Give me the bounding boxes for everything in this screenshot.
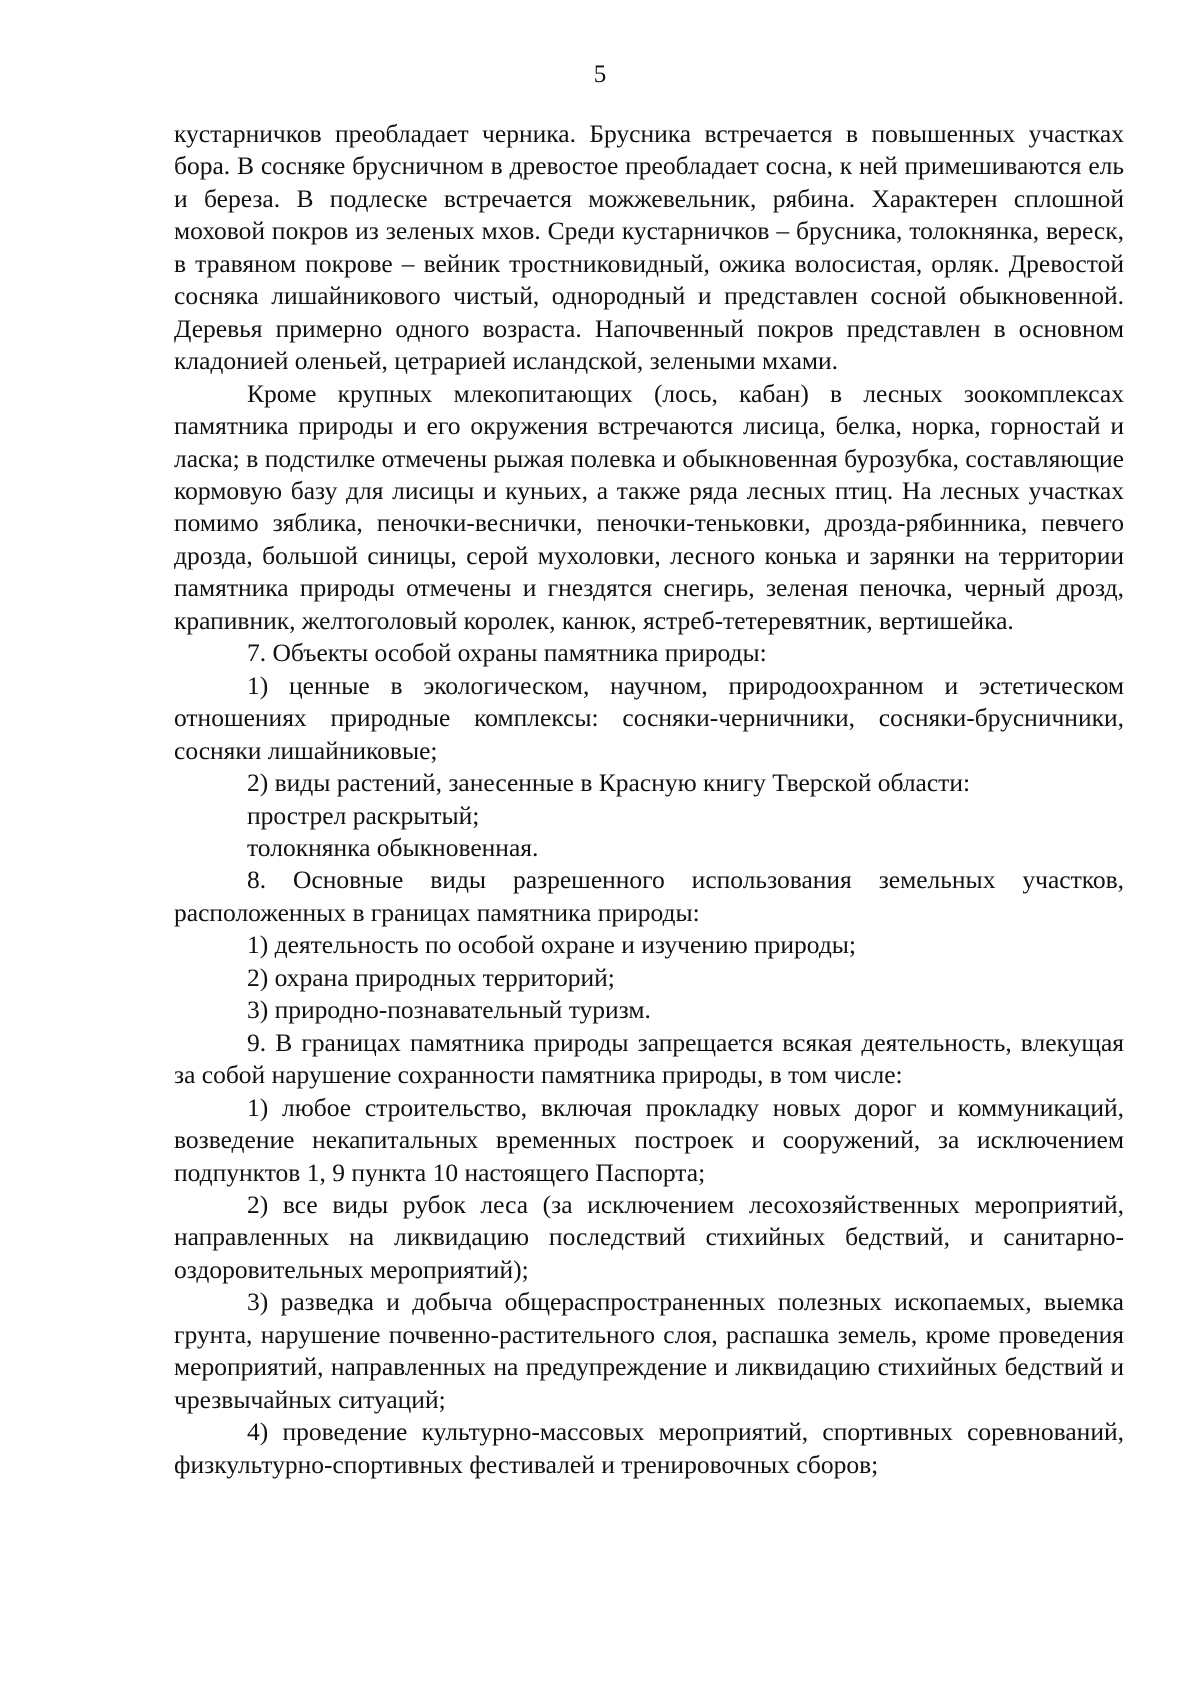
- paragraph-p-9-1: 1) любое строительство, включая прокладку новых дорог и коммуникаций, возведение некапитальных временных построек и сооружений, за исключением подпунктов 1, 9 пункта 10 настоящего Паспорта;: [174, 1092, 1124, 1187]
- paragraph-p-8: 8. Основные виды разрешенного использования земельных участков, расположенных в границах памятника природы:: [174, 865, 1124, 927]
- paragraph-p-8-1: 1) деятельность по особой охране и изучению природы;: [247, 930, 857, 960]
- paragraph-p-9: 9. В границах памятника природы запрещается всякая деятельность, влекущая за собой нарушение сохранности памятника природы, в том числе:: [174, 1027, 1124, 1090]
- paragraph-p-9-3: 3) разведка и добыча общераспространенных полезных ископаемых, выемка грунта, нарушение почвенно-растительного слоя, распашка земель, кроме проведения мероприятий, направленных на предупреждение и ликвидацию стихийных бедствий и чрезвычайных ситуаций;: [174, 1287, 1124, 1414]
- document-body: [174, 118, 1124, 1481]
- paragraph-p-8-2: 2) охрана природных территорий;: [247, 962, 615, 992]
- paragraph-p-7-2: 2) виды растений, занесенные в Красную книгу Тверской области:: [247, 768, 971, 798]
- paragraph-p-7-2a: прострел раскрытый;: [247, 800, 480, 830]
- paragraph-p-fauna: Кроме крупных млекопитающих (лось, кабан) в лесных зоокомплексах памятника природы и его окружения встречаются лисица, белка, норка, горностай и ласка; в подстилке отмечены рыжая полевка и обыкновенная бурозубка, составляющие кормовую базу для лисицы и куньих, а также ряда лесных птиц. На лесных участках помимо зяблика, пеночки-веснички, пеночки-теньковки, дрозда-рябинника, певчего дрозда, большой синицы, серой мухоловки, лесного конька и зарянки на территории памятника природы отмечены и гнездятся снегирь, зеленая пеночка, черный дрозд, крапивник, желтоголовый королек, канюк, ястреб-тетеревятник, вертишейка.: [174, 378, 1124, 635]
- page-number: 5: [593, 61, 607, 88]
- paragraph-p-9-2: 2) все виды рубок леса (за исключением лесохозяйственных мероприятий, направленных на ликвидацию последствий стихийных бедствий, и санитарно-оздоровительных мероприятий);: [174, 1189, 1124, 1284]
- paragraph-p-continued: кустарничков преобладает черника. Брусника встречается в повышенных участках бора. В сосняке брусничном в древостое преобладает сосна, к ней примешиваются ель и береза. В подлеске встречается можжевельник, рябина. Характерен сплошной моховой покров из зеленых мхов. Среди кустарничков – брусника, толокнянка, вереск, в травяном покрове – вейник тростниковидный, ожика волосистая, орляк. Древостой сосняка лишайникового чистый, однородный и представлен сосной обыкновенной. Деревья примерно одного возраста. Напочвенный покров представлен в основном кладонией оленьей, цетрарией исландской, зелеными мхами.: [174, 119, 1124, 376]
- paragraph-p-9-4: 4) проведение культурно-массовых мероприятий, спортивных соревнований, физкультурно-спортивных фестивалей и тренировочных сборов;: [174, 1417, 1124, 1479]
- paragraph-p-7-2b: толокнянка обыкновенная.: [247, 832, 539, 862]
- paragraph-p-7: 7. Объекты особой охраны памятника природы:: [247, 638, 767, 668]
- paragraph-p-7-1: 1) ценные в экологическом, научном, природоохранном и эстетическом отношениях природные комплексы: сосняки-черничники, сосняки-брусничники, сосняки лишайниковые;: [174, 670, 1124, 765]
- paragraph-p-8-3: 3) природно-познавательный туризм.: [247, 995, 651, 1025]
